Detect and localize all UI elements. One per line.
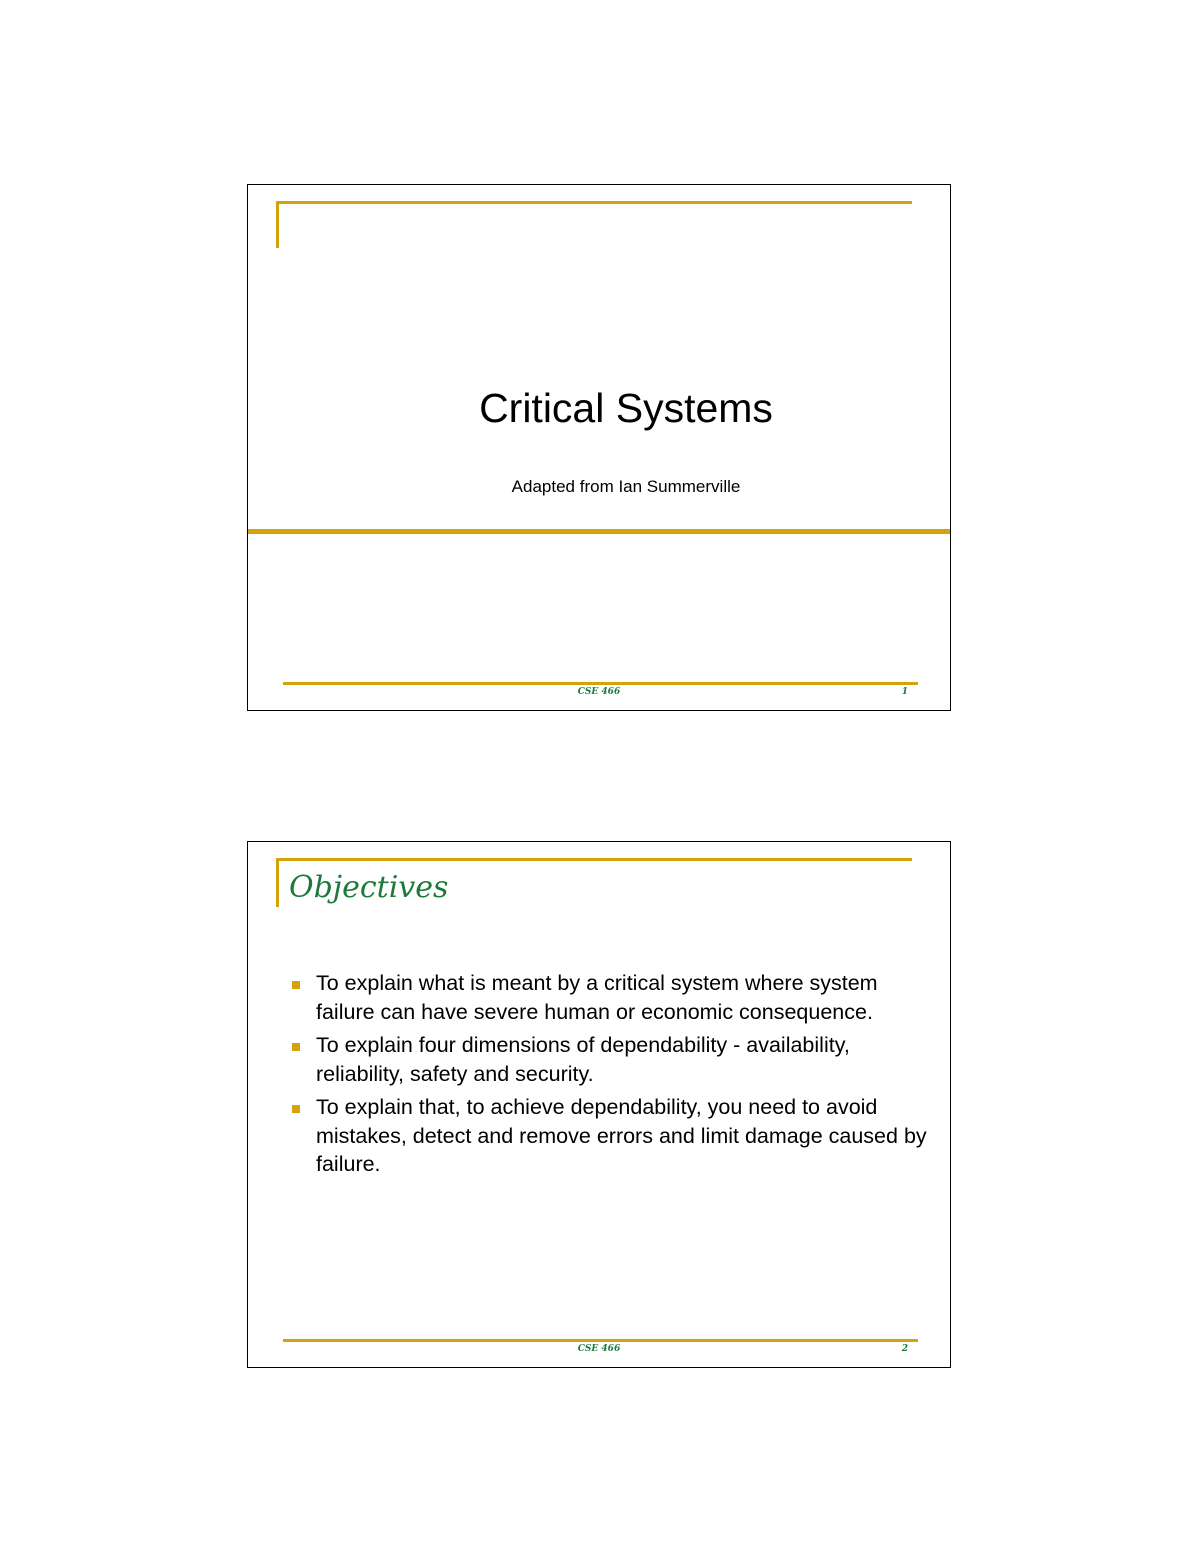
bullet-text: To explain that, to achieve dependability, you need to avoid mistakes, detect and remove errors and limit damage caused by failure.	[316, 1095, 927, 1176]
list-item	[288, 1031, 928, 1088]
page-number: 1	[901, 687, 908, 697]
bullet-text: To explain what is meant by a critical system where system failure can have severe human or economic consequence.	[316, 971, 878, 1024]
slide-accent-left	[276, 858, 279, 907]
square-bullet-icon	[292, 1105, 300, 1113]
page-number: 2	[901, 1344, 908, 1354]
slide-1	[247, 184, 951, 711]
slide-accent-left	[276, 201, 279, 248]
square-bullet-icon	[292, 981, 300, 989]
footer-course: CSE 466	[577, 1344, 621, 1354]
footer-course: CSE 466	[577, 687, 621, 697]
slide-subtitle: Adapted from Ian Summerville	[511, 477, 741, 496]
footer-rule	[283, 682, 918, 685]
slide-title: Objectives	[289, 870, 449, 905]
slide-accent-top	[276, 201, 912, 204]
slide-title: Critical Systems	[479, 385, 773, 431]
slide-divider-band	[248, 529, 950, 534]
footer-rule	[283, 1339, 918, 1342]
list-item	[288, 969, 928, 1026]
bullet-text: To explain four dimensions of dependability - availability, reliability, safety and security.	[316, 1033, 850, 1086]
slide-2	[247, 841, 951, 1368]
slide-accent-top	[276, 858, 912, 861]
bullet-list	[288, 969, 928, 1184]
list-item	[288, 1093, 928, 1179]
square-bullet-icon	[292, 1043, 300, 1051]
